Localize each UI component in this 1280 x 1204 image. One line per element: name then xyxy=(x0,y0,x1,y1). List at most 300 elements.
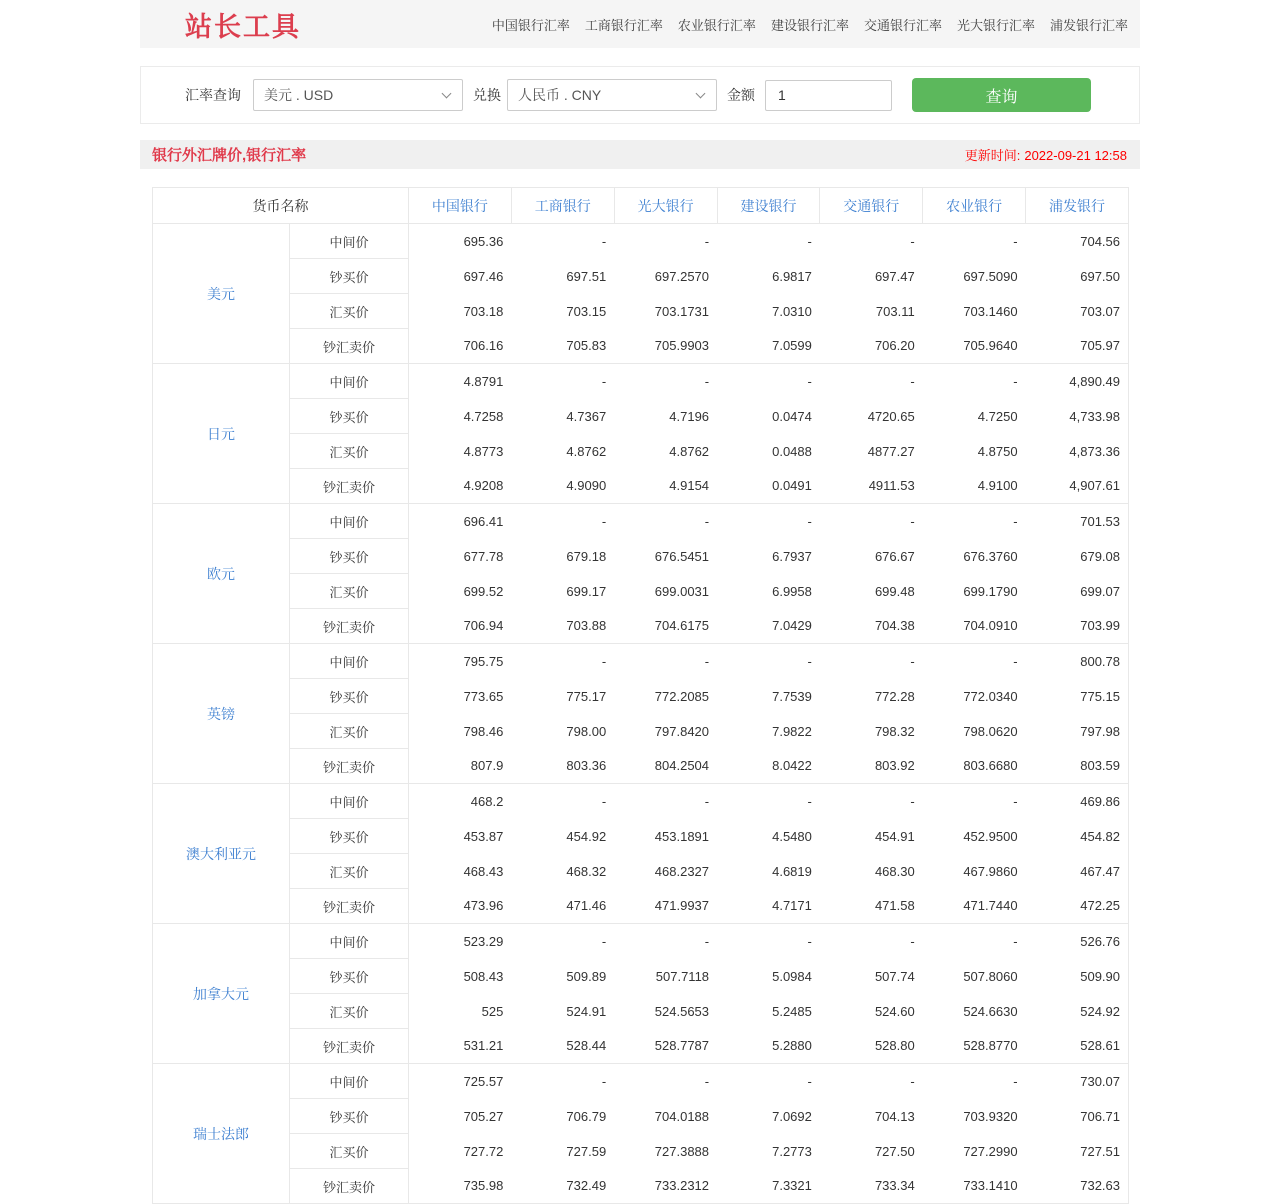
rate-value: 704.56 xyxy=(1026,224,1129,259)
rate-type-label-mid-price: 中间价 xyxy=(290,364,409,399)
rate-value: - xyxy=(910,373,915,389)
rate-value: - xyxy=(807,933,812,949)
nav-link-spdb[interactable]: 浦发银行汇率 xyxy=(1049,17,1128,33)
table-row xyxy=(153,504,1129,539)
top-bar xyxy=(140,0,1140,48)
from-currency-value: 美元 . USD xyxy=(264,87,334,103)
rate-value: 706.79 xyxy=(566,1108,607,1124)
rate-value: 526.76 xyxy=(1026,924,1129,959)
rate-value: 705.9903 xyxy=(614,329,717,364)
rate-value: 4.8791 xyxy=(463,373,504,389)
bank-column-link-ccb[interactable]: 建设银行 xyxy=(740,197,797,214)
rate-value: 525 xyxy=(481,1003,504,1019)
nav-link-bocom[interactable]: 交通银行汇率 xyxy=(863,17,942,33)
rate-value: 4,907.61 xyxy=(1026,469,1129,504)
table-row xyxy=(153,784,1129,819)
rate-value: 467.9860 xyxy=(963,863,1018,879)
rate-value: 703.1460 xyxy=(963,303,1018,319)
rate-value: 803.92 xyxy=(820,749,923,784)
rate-value: 0.0474 xyxy=(772,408,812,424)
rate-value: 4,873.36 xyxy=(1026,434,1129,469)
table-row xyxy=(153,1064,1129,1099)
rate-value: 524.91 xyxy=(566,1003,607,1019)
bank-column-header xyxy=(409,188,512,224)
rate-value: 473.96 xyxy=(409,889,512,924)
rate-value: 705.9640 xyxy=(923,329,1026,364)
rate-type-label-fx-buy: 汇买价 xyxy=(290,854,409,889)
rates-header-row xyxy=(153,188,1129,224)
rate-value: 4.9100 xyxy=(923,469,1026,504)
rate-value: 772.28 xyxy=(874,688,915,704)
rate-value: 4.7250 xyxy=(977,408,1018,424)
table-row xyxy=(153,434,1129,469)
rate-value: - xyxy=(601,233,607,249)
currency-link-gbp[interactable]: 英镑 xyxy=(207,705,235,722)
rate-value: 699.17 xyxy=(566,583,607,599)
nav-link-abc[interactable]: 农业银行汇率 xyxy=(677,17,756,33)
table-row xyxy=(153,714,1129,749)
rate-value: 775.17 xyxy=(566,688,607,704)
rate-type-label-sell: 钞汇卖价 xyxy=(290,889,409,924)
rate-value: - xyxy=(910,233,915,249)
rate-value: 733.1410 xyxy=(923,1169,1026,1204)
rate-value: 454.82 xyxy=(1026,819,1129,854)
rate-value: - xyxy=(1013,793,1018,809)
rate-value: - xyxy=(807,233,812,249)
rate-value: 676.67 xyxy=(874,548,915,564)
bank-column-link-boc[interactable]: 中国银行 xyxy=(431,197,488,214)
rate-value: 727.2990 xyxy=(963,1143,1018,1159)
rate-value: 4.7367 xyxy=(566,408,607,424)
table-row xyxy=(153,959,1129,994)
rate-value: 697.2570 xyxy=(654,268,710,284)
rate-value: 453.1891 xyxy=(654,828,710,844)
rate-value: 528.7787 xyxy=(614,1029,717,1064)
table-row xyxy=(153,399,1129,434)
nav-link-ccb[interactable]: 建设银行汇率 xyxy=(770,17,849,33)
top-nav xyxy=(492,15,1140,34)
rate-value: 733.34 xyxy=(820,1169,923,1204)
rate-value: 803.59 xyxy=(1026,749,1129,784)
rate-value: 452.9500 xyxy=(963,828,1018,844)
table-row xyxy=(153,329,1129,364)
update-time-label: 更新时间: xyxy=(964,148,1021,163)
query-label: 汇率查询 xyxy=(185,87,241,103)
rate-value: - xyxy=(807,793,812,809)
rate-value: 732.49 xyxy=(511,1169,614,1204)
rate-value: 704.13 xyxy=(874,1108,915,1124)
table-row xyxy=(153,1169,1129,1204)
rate-value: 798.0620 xyxy=(963,723,1018,739)
rate-value: 703.99 xyxy=(1026,609,1129,644)
bank-column-link-icbc[interactable]: 工商银行 xyxy=(534,197,591,214)
rate-value: - xyxy=(910,933,915,949)
rate-value: - xyxy=(601,793,607,809)
rate-type-label-cash-buy: 钞买价 xyxy=(290,819,409,854)
rate-type-label-fx-buy: 汇买价 xyxy=(290,294,409,329)
rate-value: 4.8762 xyxy=(669,443,710,459)
rate-type-label-fx-buy: 汇买价 xyxy=(290,994,409,1029)
rate-value: 679.08 xyxy=(1026,539,1129,574)
rate-type-label-sell: 钞汇卖价 xyxy=(290,1029,409,1064)
bank-column-header xyxy=(717,188,820,224)
rate-value: - xyxy=(910,793,915,809)
amount-label: 金额 xyxy=(727,87,755,103)
rate-value: 8.0422 xyxy=(717,749,820,784)
rate-type-label-sell: 钞汇卖价 xyxy=(290,329,409,364)
rate-type-label-mid-price: 中间价 xyxy=(290,504,409,539)
rate-type-label-cash-buy: 钞买价 xyxy=(290,259,409,294)
currency-cell xyxy=(153,224,290,364)
rate-value: 524.6630 xyxy=(963,1003,1018,1019)
chevron-down-icon xyxy=(696,88,706,98)
rates-table-body xyxy=(153,224,1129,1204)
rate-value: 703.9320 xyxy=(963,1108,1018,1124)
table-row xyxy=(153,749,1129,784)
rate-value: 727.59 xyxy=(566,1143,607,1159)
rate-value: - xyxy=(601,373,607,389)
currency-link-usd[interactable]: 美元 xyxy=(207,285,235,302)
bank-column-header xyxy=(923,188,1026,224)
page-title: 银行外汇牌价,银行汇率 xyxy=(152,147,307,164)
table-row xyxy=(153,1099,1129,1134)
nav-link-icbc[interactable]: 工商银行汇率 xyxy=(584,17,663,33)
currency-cell xyxy=(153,364,290,504)
rate-value: 727.3888 xyxy=(654,1143,710,1159)
rate-value: 706.71 xyxy=(1026,1099,1129,1134)
rate-value: 507.8060 xyxy=(963,968,1018,984)
rate-value: 705.27 xyxy=(463,1108,504,1124)
rate-value: - xyxy=(807,373,812,389)
rate-value: 0.0491 xyxy=(717,469,820,504)
table-row xyxy=(153,994,1129,1029)
table-row xyxy=(153,539,1129,574)
rate-type-label-mid-price: 中间价 xyxy=(290,924,409,959)
rate-value: 696.41 xyxy=(463,513,504,529)
rate-value: 468.2327 xyxy=(654,863,710,879)
rate-value: 524.92 xyxy=(1026,994,1129,1029)
rate-value: - xyxy=(1013,513,1018,529)
rate-value: - xyxy=(601,1073,607,1089)
rate-value: 727.51 xyxy=(1026,1134,1129,1169)
rate-value: - xyxy=(704,1073,710,1089)
rate-value: 727.50 xyxy=(874,1143,915,1159)
rate-value: 804.2504 xyxy=(614,749,717,784)
rate-value: 509.89 xyxy=(566,968,607,984)
currency-cell xyxy=(153,1064,290,1204)
rate-value: 6.9817 xyxy=(772,268,812,284)
rates-table xyxy=(152,187,1129,1204)
rate-value: 468.32 xyxy=(566,863,607,879)
rate-value: 6.7937 xyxy=(772,548,812,564)
rate-value: 699.1790 xyxy=(963,583,1018,599)
rate-value: 725.57 xyxy=(463,1073,504,1089)
currency-cell xyxy=(153,784,290,924)
rate-value: 528.8770 xyxy=(923,1029,1026,1064)
rate-value: 453.87 xyxy=(463,828,504,844)
rate-value: 4.9090 xyxy=(511,469,614,504)
rate-type-label-sell: 钞汇卖价 xyxy=(290,469,409,504)
rate-value: 706.16 xyxy=(409,329,512,364)
rate-type-label-fx-buy: 汇买价 xyxy=(290,574,409,609)
rate-value: 703.15 xyxy=(566,303,607,319)
table-row xyxy=(153,854,1129,889)
rate-value: 472.25 xyxy=(1026,889,1129,924)
rate-value: 677.78 xyxy=(463,548,504,564)
rate-value: 4877.27 xyxy=(867,443,915,459)
rate-value: 7.3321 xyxy=(717,1169,820,1204)
rate-value: 803.6680 xyxy=(923,749,1026,784)
rate-value: - xyxy=(807,513,812,529)
rate-value: 468.2 xyxy=(470,793,504,809)
rate-value: 798.00 xyxy=(566,723,607,739)
rate-value: 471.9937 xyxy=(614,889,717,924)
rate-value: 4,890.49 xyxy=(1026,364,1129,399)
rate-value: 528.61 xyxy=(1026,1029,1129,1064)
currency-cell xyxy=(153,924,290,1064)
rate-value: 471.7440 xyxy=(923,889,1026,924)
nav-link-boc[interactable]: 中国银行汇率 xyxy=(491,17,570,33)
rate-value: 699.52 xyxy=(463,583,504,599)
rate-value: 5.2880 xyxy=(717,1029,820,1064)
rate-value: 523.29 xyxy=(463,933,504,949)
rate-value: 730.07 xyxy=(1026,1064,1129,1099)
rate-value: 7.0310 xyxy=(772,303,812,319)
rate-value: - xyxy=(1013,933,1018,949)
rate-value: 699.0031 xyxy=(654,583,710,599)
rate-value: 704.6175 xyxy=(614,609,717,644)
rate-value: 4911.53 xyxy=(820,469,923,504)
table-row xyxy=(153,574,1129,609)
table-row xyxy=(153,259,1129,294)
rate-value: 800.78 xyxy=(1026,644,1129,679)
rate-value: 7.0599 xyxy=(717,329,820,364)
rate-type-label-fx-buy: 汇买价 xyxy=(290,1134,409,1169)
query-submit-button[interactable]: 查询 xyxy=(912,78,1091,112)
rate-type-label-sell: 钞汇卖价 xyxy=(290,1169,409,1204)
rate-value: 509.90 xyxy=(1026,959,1129,994)
page-content xyxy=(140,0,1140,1204)
bank-column-header xyxy=(820,188,923,224)
rate-value: 531.21 xyxy=(409,1029,512,1064)
rate-value: 697.51 xyxy=(566,268,607,284)
rate-value: 795.75 xyxy=(463,653,504,669)
rate-value: 4.8773 xyxy=(463,443,504,459)
rate-type-label-sell: 钞汇卖价 xyxy=(290,749,409,784)
rate-value: 695.36 xyxy=(463,233,504,249)
rate-type-label-cash-buy: 钞买价 xyxy=(290,679,409,714)
rate-value: 703.07 xyxy=(1026,294,1129,329)
rate-value: 773.65 xyxy=(463,688,504,704)
bank-column-header xyxy=(511,188,614,224)
rate-value: 454.91 xyxy=(874,828,915,844)
to-currency-value: 人民币 . CNY xyxy=(518,87,602,103)
rate-value: - xyxy=(704,653,710,669)
rate-value: 528.44 xyxy=(511,1029,614,1064)
rate-type-label-mid-price: 中间价 xyxy=(290,224,409,259)
rate-value: 697.5090 xyxy=(963,268,1018,284)
rate-value: - xyxy=(910,513,915,529)
rate-value: - xyxy=(1013,653,1018,669)
rate-value: 703.88 xyxy=(511,609,614,644)
table-row xyxy=(153,294,1129,329)
rate-value: - xyxy=(1013,373,1018,389)
rate-value: - xyxy=(910,653,915,669)
rate-value: 471.58 xyxy=(820,889,923,924)
rate-value: 803.36 xyxy=(511,749,614,784)
rate-value: 676.3760 xyxy=(963,548,1018,564)
from-currency-select[interactable] xyxy=(253,79,463,111)
rate-value: 703.1731 xyxy=(654,303,710,319)
rate-value: 4.9208 xyxy=(409,469,512,504)
rate-value: - xyxy=(704,933,710,949)
rate-value: 697.47 xyxy=(874,268,915,284)
rate-value: 469.86 xyxy=(1026,784,1129,819)
rate-type-label-mid-price: 中间价 xyxy=(290,644,409,679)
swap-label: 兑换 xyxy=(473,87,501,103)
rate-value: 524.5653 xyxy=(654,1003,710,1019)
chevron-down-icon xyxy=(442,88,452,98)
rate-value: - xyxy=(601,653,607,669)
rate-value: 4.5480 xyxy=(772,828,812,844)
rate-value: 4.7196 xyxy=(669,408,710,424)
table-row xyxy=(153,1134,1129,1169)
rate-value: 454.92 xyxy=(566,828,607,844)
currency-cell xyxy=(153,504,290,644)
rate-type-label-mid-price: 中间价 xyxy=(290,1064,409,1099)
rate-value: 699.48 xyxy=(874,583,915,599)
rate-value: 706.20 xyxy=(820,329,923,364)
rate-value: 471.46 xyxy=(511,889,614,924)
rate-value: 4,733.98 xyxy=(1026,399,1129,434)
rate-value: 7.0429 xyxy=(717,609,820,644)
bank-column-link-spdb[interactable]: 浦发银行 xyxy=(1049,197,1106,214)
nav-link-ceb[interactable]: 光大银行汇率 xyxy=(956,17,1035,33)
rate-value: 679.18 xyxy=(566,548,607,564)
update-time-value: 2022-09-21 12:58 xyxy=(1024,148,1127,163)
rate-value: 0.0488 xyxy=(772,443,812,459)
rate-value: - xyxy=(704,233,710,249)
rate-value: 704.0910 xyxy=(923,609,1026,644)
table-row xyxy=(153,364,1129,399)
rate-value: 798.46 xyxy=(463,723,504,739)
rate-value: - xyxy=(1013,1073,1018,1089)
rate-value: 5.2485 xyxy=(772,1003,812,1019)
rate-value: 772.2085 xyxy=(654,688,710,704)
rate-type-label-cash-buy: 钞买价 xyxy=(290,1099,409,1134)
currency-link-eur[interactable]: 欧元 xyxy=(207,565,235,582)
rate-value: 797.8420 xyxy=(654,723,710,739)
rate-value: - xyxy=(807,653,812,669)
table-row xyxy=(153,819,1129,854)
rate-value: 507.74 xyxy=(874,968,915,984)
rate-type-label-sell: 钞汇卖价 xyxy=(290,609,409,644)
currency-link-chf[interactable]: 瑞士法郎 xyxy=(193,1125,249,1142)
to-currency-select[interactable] xyxy=(507,79,717,111)
site-logo: 站长工具 xyxy=(185,11,301,42)
rate-value: 467.47 xyxy=(1026,854,1129,889)
bank-column-link-abc[interactable]: 农业银行 xyxy=(946,197,1003,214)
rate-value: 697.46 xyxy=(463,268,504,284)
title-bar xyxy=(140,140,1140,169)
currency-link-aud[interactable]: 澳大利亚元 xyxy=(186,845,256,862)
table-row xyxy=(153,679,1129,714)
rate-type-label-fx-buy: 汇买价 xyxy=(290,434,409,469)
rate-value: 733.2312 xyxy=(614,1169,717,1204)
table-row xyxy=(153,889,1129,924)
bank-column-header xyxy=(614,188,717,224)
rate-value: 732.63 xyxy=(1026,1169,1129,1204)
rate-value: 7.7539 xyxy=(772,688,812,704)
rate-value: 5.0984 xyxy=(772,968,812,984)
rate-value: 701.53 xyxy=(1026,504,1129,539)
rate-value: - xyxy=(704,793,710,809)
table-row xyxy=(153,1029,1129,1064)
currency-cell xyxy=(153,644,290,784)
rate-value: - xyxy=(704,373,710,389)
rate-value: 7.0692 xyxy=(772,1108,812,1124)
table-row xyxy=(153,924,1129,959)
rate-value: 697.50 xyxy=(1026,259,1129,294)
table-row xyxy=(153,469,1129,504)
rate-value: 468.30 xyxy=(874,863,915,879)
rates-table-section xyxy=(140,187,1140,1204)
currency-link-cad[interactable]: 加拿大元 xyxy=(193,985,249,1002)
rate-value: 4.7171 xyxy=(717,889,820,924)
rate-value: 704.38 xyxy=(820,609,923,644)
rate-value: 524.60 xyxy=(874,1003,915,1019)
rate-type-label-mid-price: 中间价 xyxy=(290,784,409,819)
rate-value: 676.5451 xyxy=(654,548,710,564)
rate-value: 705.97 xyxy=(1026,329,1129,364)
rate-value: - xyxy=(807,1073,812,1089)
rate-value: - xyxy=(601,513,607,529)
rate-type-label-cash-buy: 钞买价 xyxy=(290,399,409,434)
rate-value: 703.18 xyxy=(463,303,504,319)
rate-value: 528.80 xyxy=(820,1029,923,1064)
rate-value: 727.72 xyxy=(463,1143,504,1159)
rate-value: - xyxy=(1013,233,1018,249)
rate-value: 705.83 xyxy=(511,329,614,364)
rate-value: - xyxy=(910,1073,915,1089)
rate-type-label-cash-buy: 钞买价 xyxy=(290,959,409,994)
rate-value: 4.7258 xyxy=(463,408,504,424)
rate-value: 798.32 xyxy=(874,723,915,739)
rate-value: 4.8750 xyxy=(977,443,1018,459)
table-row xyxy=(153,224,1129,259)
currency-link-jpy[interactable]: 日元 xyxy=(207,425,235,442)
rate-value: - xyxy=(704,513,710,529)
bank-column-link-bocom[interactable]: 交通银行 xyxy=(843,197,900,214)
rate-value: 4.6819 xyxy=(772,863,812,879)
bank-column-link-ceb[interactable]: 光大银行 xyxy=(637,197,694,214)
rate-value: 4720.65 xyxy=(867,408,915,424)
rate-value: 7.9822 xyxy=(772,723,812,739)
rate-value: 772.0340 xyxy=(963,688,1018,704)
rate-value: 775.15 xyxy=(1026,679,1129,714)
rate-value: 468.43 xyxy=(463,863,504,879)
exchange-query-panel xyxy=(140,66,1140,124)
table-row xyxy=(153,644,1129,679)
rate-type-label-cash-buy: 钞买价 xyxy=(290,539,409,574)
rate-value: 706.94 xyxy=(409,609,512,644)
rate-value: 6.9958 xyxy=(772,583,812,599)
rate-value: 735.98 xyxy=(409,1169,512,1204)
amount-input[interactable] xyxy=(765,80,892,111)
rate-value: 699.07 xyxy=(1026,574,1129,609)
rate-type-label-fx-buy: 汇买价 xyxy=(290,714,409,749)
rate-value: 4.8762 xyxy=(566,443,607,459)
